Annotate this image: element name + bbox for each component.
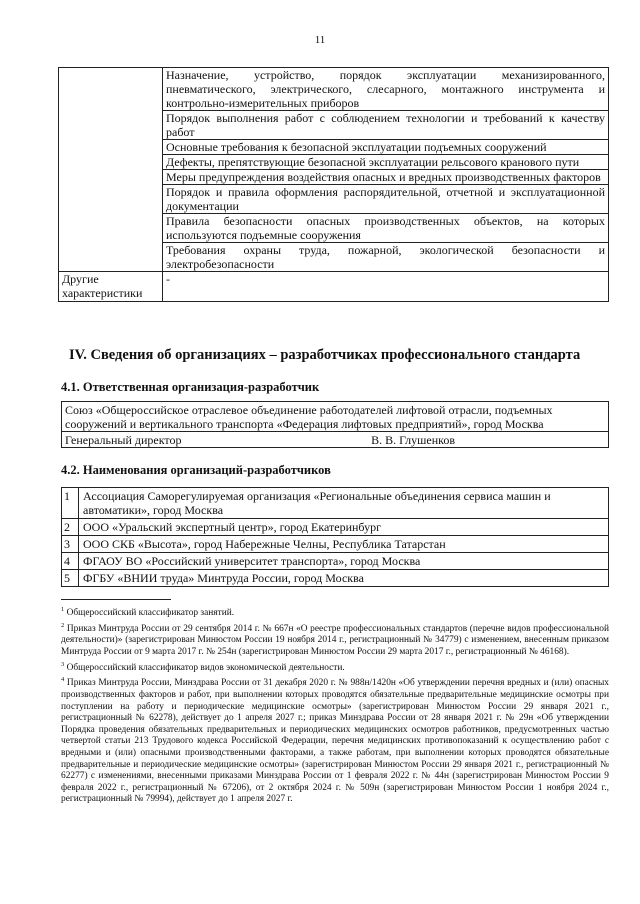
table-row	[62, 553, 609, 570]
table-cell: Дефекты, препятствующие безопасной эксплуатации рельсового кранового пути	[163, 155, 609, 170]
row-number: 2	[62, 519, 79, 536]
table-row	[62, 432, 609, 448]
knowledge-table	[58, 67, 609, 302]
director-cell	[62, 432, 609, 448]
page-number: 11	[314, 34, 326, 46]
footnote-marker: 1	[61, 606, 65, 613]
table-row	[62, 519, 609, 536]
developer-name: ООО СКБ «Высота», город Набережные Челны, Республика Татарстан	[79, 536, 609, 553]
row-number: 1	[62, 488, 79, 519]
table-row	[59, 272, 609, 302]
subsection-title-responsible: 4.1. Ответственная организация-разработчик	[61, 380, 320, 394]
table-cell: Назначение, устройство, порядок эксплуатации механизированного, пневматического, электрического, слесарного, монтажного инструмента и контрольно-измерительных приборов	[163, 68, 609, 111]
table-cell: Порядок выполнения работ с соблюдением технологии и требований к качеству работ	[163, 111, 609, 140]
footnote	[61, 604, 609, 620]
table-row	[59, 68, 609, 111]
table-row	[62, 570, 609, 587]
row-number: 4	[62, 553, 79, 570]
responsible-org-table	[61, 401, 609, 448]
table-cell: Правила безопасности опасных производственных объектов, на которых используются подъемные сооружения	[163, 214, 609, 243]
director-name: В. В. Глушенков	[371, 433, 455, 447]
developer-name: ФГБУ «ВНИИ труда» Минтруда России, город Москва	[79, 570, 609, 587]
developers-table	[61, 487, 609, 587]
director-row	[65, 433, 605, 447]
footnote-marker: 4	[61, 676, 65, 684]
table-row	[62, 536, 609, 553]
table-label-cell: Другие характеристики	[59, 272, 163, 302]
table-row	[62, 488, 609, 519]
footnote-separator	[61, 599, 171, 600]
footnote-text: Приказ Минтруда России, Минздрава России от 31 декабря 2020 г. № 988н/1420н «Об утверждении перечня вредных и (или) опасных производственных факторов и работ, при выполнении которых проводятся обязательные предварительные медицинские осмотры при поступлении на работу и периодические медицинские осмотры» (зарегистрирован Минюстом России 29 января 2021 г., регистрационный № 62278), действует до 1 апреля 2027 г.; приказ Минздрава России от 28 января 2021 г. № 29н «Об утверждении Порядка проведения обязательных предварительных и периодических медицинских осмотров работников, предусмотренных частью четвертой статьи 213 Трудового кодекса Российской Федерации, перечня медицинских противопоказаний к осуществлению работ с вредными и (или) опасными производственными факторами, а также работам, при выполнении которых проводятся обязательные предварительные и периодические медицинские осмотры» (зарегистрирован Минюстом России 29 января 2021 г., регистрационный № 62277) с изменениями, внесенными приказами Минздрава России от 1 февраля 2022 г. № 44н (зарегистрирован Минюстом России 9 февраля 2022 г., регистрационный № 67206), от 2 октября 2024 г. № 509н (зарегистрирован Минюстом России 1 ноября 2024 г., регистрационный № 79994), действует до 1 апреля 2027 г.	[61, 678, 609, 805]
row-number: 5	[62, 570, 79, 587]
table-cell: Основные требования к безопасной эксплуатации подъемных сооружений	[163, 140, 609, 155]
footnote	[61, 659, 609, 675]
developer-name: Ассоциация Саморегулируемая организация «Региональные объединения сервиса машин и автоматики», город Москва	[79, 488, 609, 519]
table-row	[62, 402, 609, 432]
footnote-marker: 2	[61, 621, 65, 629]
footnote-text: Общероссийский классификатор занятий.	[66, 608, 235, 619]
developer-name: ООО «Уральский экспертный центр», город Екатеринбург	[79, 519, 609, 536]
footnote-text: Общероссийский классификатор видов экономической деятельности.	[66, 662, 345, 673]
footnote-text: Приказ Минтруда России от 29 сентября 2014 г. № 667н «О реестре профессиональных стандартов (перечне видов профессиональной деятельности)» (зарегистрирован Минюстом России 19 ноября 2014 г., регистрационный № 34779) с изменением, внесенным приказом Минтруда России от 9 марта 2017 г. № 254н (зарегистрирован Минюстом России 29 марта 2017 г., регистрационный № 46168).	[61, 623, 609, 658]
table-label-cell	[59, 68, 163, 272]
responsible-org-name: Союз «Общероссийское отраслевое объединение работодателей лифтовой отрасли, подъемных сооружений и вертикального транспорта «Федерация лифтовых предприятий», город Москва	[62, 402, 609, 432]
table-cell: -	[163, 272, 609, 302]
footnote	[61, 674, 609, 806]
footnote-marker: 3	[61, 660, 65, 668]
section-title: IV. Сведения об организациях – разработчиках профессионального стандарта	[69, 347, 581, 363]
developer-name: ФГАОУ ВО «Российский университет транспорта», город Москва	[79, 553, 609, 570]
table-cell: Требования охраны труда, пожарной, экологической безопасности и электробезопасности	[163, 243, 609, 272]
row-number: 3	[62, 536, 79, 553]
director-title: Генеральный директор	[65, 433, 182, 447]
footnotes	[61, 604, 609, 806]
subsection-title-developers: 4.2. Наименования организаций-разработчиков	[61, 463, 331, 477]
table-cell: Меры предупреждения воздействия опасных и вредных производственных факторов	[163, 170, 609, 185]
footnote	[61, 620, 609, 659]
table-cell: Порядок и правила оформления распорядительной, отчетной и эксплуатационной документации	[163, 185, 609, 214]
